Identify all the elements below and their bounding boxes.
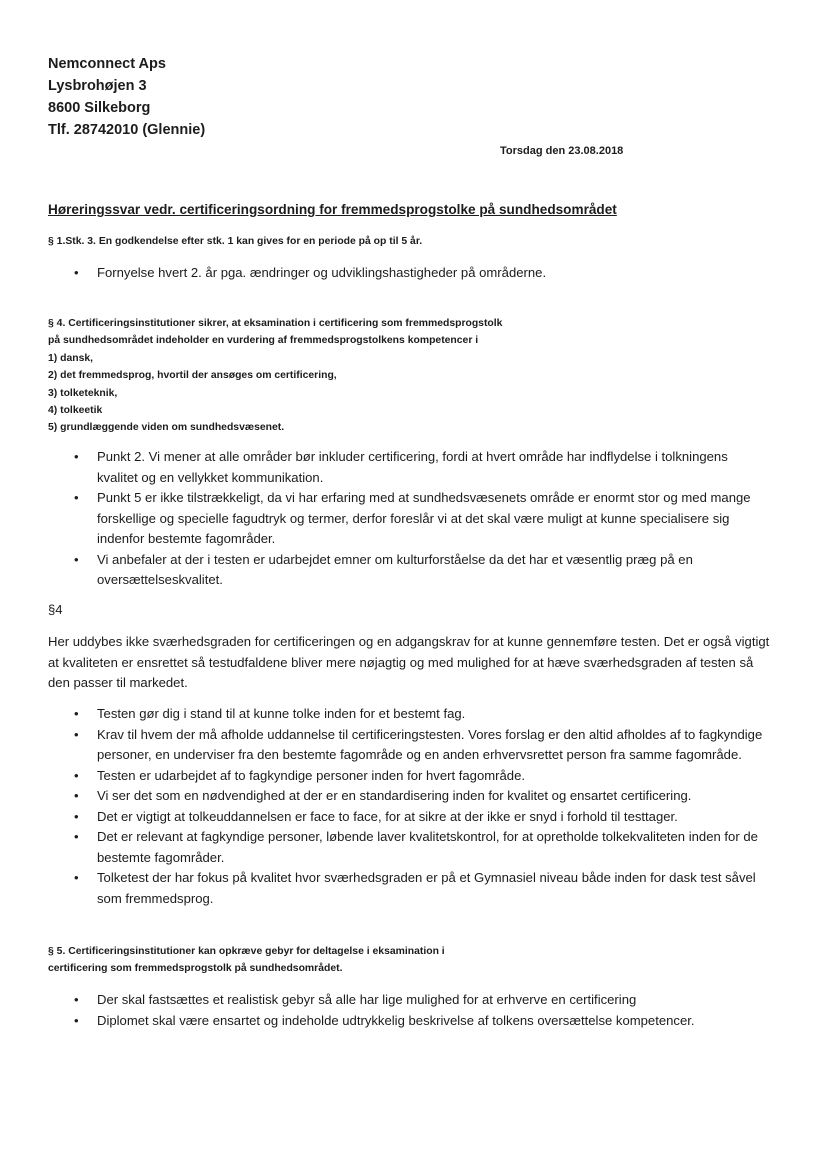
section5-bullets xyxy=(48,990,770,1031)
document-heading: Høreringssvar vedr. certificeringsordning for fremmedsprogstolke på sundhedsområdet xyxy=(48,202,617,217)
section5-line: § 5. Certificeringsinstitutioner kan opkræve gebyr for deltagelse i eksamination i xyxy=(48,946,445,957)
bullet-icon: • xyxy=(74,265,79,280)
list-item-text: Diplomet skal være ensartet og indeholde udtrykkelig beskrivelse af tolkens oversættelse kompetencer. xyxy=(97,1012,695,1028)
section4-line: 3) tolketeknik, xyxy=(48,387,118,399)
bullet-icon: • xyxy=(74,829,79,844)
list-item-text: Punkt 2. Vi mener at alle områder bør inkluder certificering, fordi at hvert område har indflydelse i tolkningens kvalitet og en vellykket kommunikation. xyxy=(97,449,728,485)
section4-line: på sundhedsområdet indeholder en vurdering af fremmedsprogstolkens kompetencer i xyxy=(48,335,479,347)
section4-line: 1) dansk, xyxy=(48,352,94,364)
list-item-text: Testen er udarbejdet af to fagkyndige personer inden for hvert fagområde. xyxy=(97,767,525,783)
list-item xyxy=(48,704,770,725)
list-item-text: Det er vigtigt at tolkeuddannelsen er face to face, for at sikre at der ikke er snyd i forhold til testtager. xyxy=(97,808,678,824)
bullet-icon: • xyxy=(74,449,79,464)
list-item xyxy=(48,263,770,284)
list-item-text: Krav til hvem der må afholde uddannelse til certificeringstesten. Vores forslag er den altid afholdes af to fagkyndige personer, en underviser fra den bestemte fagområde og en anden erhvervsrettet person fra samme fagområde. xyxy=(97,726,763,762)
section4b-bullets xyxy=(48,704,770,909)
bullet-icon: • xyxy=(74,726,79,742)
section1-title xyxy=(48,233,422,250)
bullet-icon: • xyxy=(74,870,79,885)
bullet-icon: • xyxy=(74,788,79,803)
section4-line: 2) det fremmedsprog, hvortil der ansøges om certificering, xyxy=(48,370,337,382)
section4-line: 5) grundlæggende viden om sundhedsvæsenet. xyxy=(48,422,285,434)
sender-address xyxy=(48,53,205,141)
section4-line: 4) tolkeetik xyxy=(48,405,103,417)
bullet-icon: • xyxy=(74,551,79,567)
section4-line: § 4. Certificeringsinstitutioner sikrer, at eksamination i certificering som fremmedsprogstolk xyxy=(48,318,503,329)
section5-text xyxy=(48,943,445,978)
list-item-text: Fornyelse hvert 2. år pga. ændringer og udviklingshastigheder på områderne. xyxy=(97,265,547,280)
section4-text xyxy=(48,315,502,437)
postal-city: 8600 Silkeborg xyxy=(48,100,151,116)
list-item-text: Punkt 5 er ikke tilstrækkeligt, da vi har erfaring med at sundhedsvæsenets område er enormt stor og med mange forskellige og specielle fagudtryk og termer, derfor foreslår vi at det skal være muligt at kunne specialisere sig indenfor bestemte fagområder. xyxy=(97,490,751,546)
section4b-paragraph: Her uddybes ikke sværhedsgraden for certificeringen og en adgangskrav for at kunne gennemføre testen. Det er også vigtigt at kvaliteten er ensrettet så testudfaldene bliver mere nøjagtig og med mulighed for at hæve sværhedsgraden af testen så den passer til markedet. xyxy=(48,634,770,690)
list-item xyxy=(48,447,770,488)
letter-date: Torsdag den 23.08.2018 xyxy=(500,145,624,157)
list-item-text: Vi anbefaler at der i testen er udarbejdet emner om kulturforståelse da det har et væsentlig præg på en oversættelseskvalitet. xyxy=(97,551,693,587)
section1-bullets xyxy=(48,263,770,284)
section4b-label: §4 xyxy=(48,602,63,617)
list-item xyxy=(48,868,770,909)
list-item xyxy=(48,990,770,1011)
street-address: Lysbrohøjen 3 xyxy=(48,78,147,94)
bullet-icon: • xyxy=(74,706,79,721)
list-item xyxy=(48,725,770,766)
bullet-icon: • xyxy=(74,992,79,1007)
list-item xyxy=(48,488,770,550)
phone-number: Tlf. 28742010 (Glennie) xyxy=(48,122,206,138)
bullet-icon: • xyxy=(74,1012,79,1028)
list-item xyxy=(48,550,770,591)
list-item xyxy=(48,766,770,787)
list-item xyxy=(48,786,770,807)
list-item-text: Vi ser det som en nødvendighed at der er en standardisering inden for kvalitet og ensartet certificering. xyxy=(97,788,692,803)
bullet-icon: • xyxy=(74,767,79,783)
list-item xyxy=(48,807,770,828)
list-item xyxy=(48,827,770,868)
list-item-text: Der skal fastsættes et realistisk gebyr så alle har lige mulighed for at erhverve en certificering xyxy=(97,992,637,1007)
section4-bullets xyxy=(48,447,770,591)
section5-line: certificering som fremmedsprogstolk på sundhedsområdet. xyxy=(48,963,343,975)
list-item-text: Det er relevant at fagkyndige personer, løbende laver kvalitetskontrol, for at opretholde tolkekvaliteten inden for de bestemte fagområder. xyxy=(97,829,758,865)
list-item-text: Tolketest der har fokus på kvalitet hvor sværhedsgraden er på et Gymnasiel niveau både inden for dask test såvel som fremmedsprog. xyxy=(97,870,756,906)
list-item xyxy=(48,1011,770,1032)
company-name: Nemconnect Aps xyxy=(48,56,166,72)
bullet-icon: • xyxy=(74,808,79,824)
section1-title-text: § 1.Stk. 3. En godkendelse efter stk. 1 kan gives for en periode på op til 5 år. xyxy=(48,236,423,247)
list-item-text: Testen gør dig i stand til at kunne tolke inden for et bestemt fag. xyxy=(97,706,466,721)
bullet-icon: • xyxy=(74,490,79,505)
